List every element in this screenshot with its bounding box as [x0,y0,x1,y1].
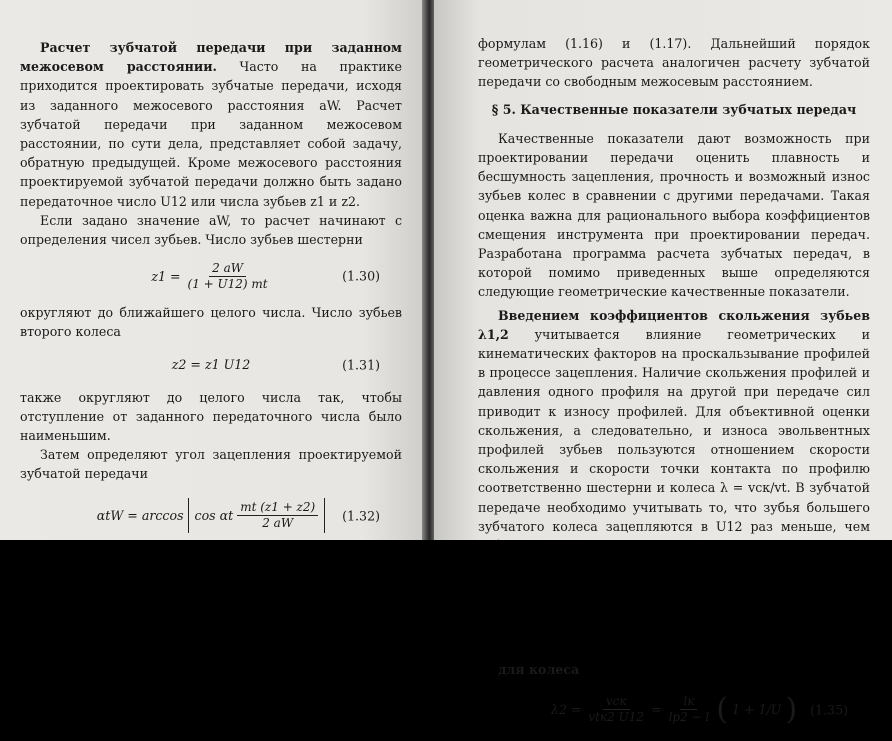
equation-number: (1.32) [342,508,380,524]
formula-lhs: λ2 = [550,702,582,718]
formula-1-32 [20,490,402,542]
formula-expression: z2 = z1 U12 [171,357,251,373]
section-title: Расчет зубчатой передачи при заданном межосевом расстоянии. [20,40,402,75]
section-heading: § 5. Качественные показатели зубчатых передач [491,101,857,117]
fraction [666,694,713,725]
equation-number: (1.31) [342,357,380,373]
left-page [0,0,426,540]
paragraph: также округляют до целого числа так, чтобы отступление от заданного передаточного числа было наименьшим. [20,389,402,444]
equation-number: (1.35) [810,702,848,718]
paragraph-text: Часто на практике приходится проектировать зубчатые передачи, исходя из заданного межосевого расстояния aW. Расчет зубчатой передачи при заданном межосевом расстоянии, по сути дела, представляет собой задачу, обратную предыдущей. Кроме межосевого расстояния проектируемой зубчатой передачи должно быть задано передаточное число U12 или числа зубьев z1 и z2. [20,59,402,209]
black-bottom-area [0,540,892,640]
fraction [237,500,318,531]
numerator: vск [603,694,630,710]
numerator: 2 aW [209,261,246,277]
paragraph: формулам (1.16) и (1.17). Дальнейший порядок геометрического расчета аналогичен расчету зубчатой передачи со свободным межосевым расстоянием. [478,36,870,90]
paren-term: 1 + 1/U [731,702,782,718]
paragraph [478,306,870,575]
paragraph-title: Введением коэффициентов скольжения зубьев λ1,2 [478,307,870,342]
right-page [434,0,892,727]
numerator: lк [680,694,697,710]
paragraph-text: учитывается влияние геометрических и кинематических факторов на проскальзывание профилей в процессе зацепления. Наличие скольжения профилей и давления одного профиля на другой при передаче сил приводит к износу профилей. Для объективной оценки скольжения, а следовательно, и износа эвольвентных профилей зубьев пользуются отношением скорости скольжения и скорости точки контакта по профилю соответственно шестерни и колеса λ = vск/vt. В зубчатой передаче необходимо учитывать то, что зубья большего зубчатого колеса зацепляются в U12 раз меньше, чем [478,326,870,534]
paragraph: округляют до ближайшего целого числа. Число зубьев второго колеса [20,305,402,340]
numerator: mt (z1 + z2) [237,500,318,516]
formula-1-31 [20,348,402,382]
formula-1-30 [20,255,402,297]
formula-lhs: αtW = arccos [96,508,184,524]
bracket [188,498,326,533]
equation-number: (1.30) [342,268,380,284]
denominator: (1 + U12) mt [187,276,268,291]
denominator: vtк2 U12 [588,710,645,725]
cos-term: cos αt [194,508,234,524]
denominator: 2 aW [262,516,294,531]
fraction [185,261,271,292]
denominator: lp2 − l [668,710,710,725]
label-wheel: для колеса [498,661,580,677]
paragraph [20,38,402,211]
formula-1-35: λ2 = $\frac{\text{vск}}{\text{vtк2 U12}}$ = $\frac{lк}{lp2 - l}$ ( 1 + 1/U ) (1.35) [550,691,848,727]
paragraph: Качественные показатели дают возможность при проектировании передачи оценить плавность и бесшумность зацепления, прочность и возможный износ зубьев колес в сравнении с другими передачами. Такая оценка важна для рационального выбора коэффициентов смещения инструмента при проектировании передач. Разработана программа расчета зубчатых передач, в которой помимо приведенных выше определяются следующие геометрические качественные показатели. [478,130,870,300]
paragraph: Затем определяют угол зацепления проектируемой зубчатой передачи [20,447,402,482]
formula-lhs: z1 = [151,268,181,284]
paragraph: Если задано значение aW, то расчет начинают с определения чисел зубьев. Число зубьев шестерни [20,212,402,248]
fraction [585,694,647,725]
